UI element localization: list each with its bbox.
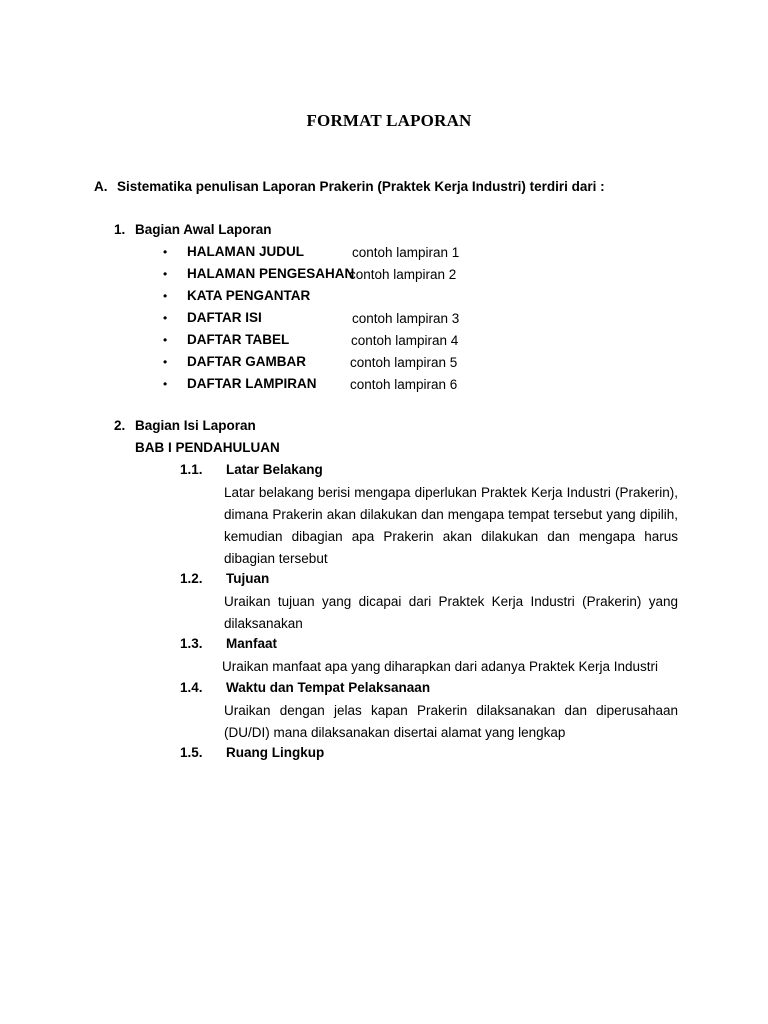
list-item-label: DAFTAR GAMBAR [187,354,306,369]
list-item-label: HALAMAN PENGESAHAN [187,266,355,281]
part2-heading: Bagian Isi Laporan [135,418,256,433]
list-item-note: contoh lampiran 2 [349,267,457,282]
list-item-note: contoh lampiran 1 [352,245,460,260]
subsection-title: Latar Belakang [226,462,323,477]
subsection-body: Uraikan tujuan yang dicapai dari Praktek Kerja Industri (Prakerin) yang dilaksanakan [224,594,678,631]
list-item-note: contoh lampiran 4 [351,333,459,348]
part2-marker: 2. [114,418,126,433]
section-a-marker: A. [94,179,108,194]
bullet-icon: • [163,355,168,369]
bullet-icon: • [163,267,168,281]
subsection-body: Uraikan dengan jelas kapan Prakerin dilaksanakan dan diperusahaan (DU/DI) mana dilaksanakan disertai alamat yang lengkap [224,703,678,740]
subsection-body: Latar belakang berisi mengapa diperlukan Praktek Kerja Industri (Prakerin), dimana Prakerin akan dilakukan dan mengapa tempat tersebut yang dipilih, kemudian dibagian apa Prakerin akan dilakukan dan mengapa harus dibagian tersebut [224,485,678,566]
list-item-note: contoh lampiran 3 [352,311,460,326]
list-item-label: KATA PENGANTAR [187,288,311,303]
subsection-title: Ruang Lingkup [226,745,325,760]
subsection-number: 1.3. [180,636,203,651]
bullet-icon: • [163,333,168,347]
subsection-number: 1.2. [180,571,203,586]
bullet-icon: • [163,245,168,259]
subsection-number: 1.1. [180,462,203,477]
subsection-body: Uraikan manfaat apa yang diharapkan dari adanya Praktek Kerja Industri [222,659,659,674]
page-title: FORMAT LAPORAN [306,111,472,130]
bullet-icon: • [163,289,168,303]
subsection-title: Manfaat [226,636,278,651]
bullet-icon: • [163,377,168,391]
list-item-note: contoh lampiran 6 [350,377,458,392]
section-a-heading: Sistematika penulisan Laporan Prakerin (Praktek Kerja Industri) terdiri dari : [117,179,605,194]
list-item-label: DAFTAR ISI [187,310,262,325]
subsection-title: Tujuan [226,571,270,586]
part1-marker: 1. [114,222,126,237]
subsection-number: 1.5. [180,745,203,760]
list-item-label: DAFTAR TABEL [187,332,290,347]
list-item-note: contoh lampiran 5 [350,355,458,370]
chapter-heading: BAB I PENDAHULUAN [135,440,280,455]
subsection-number: 1.4. [180,680,203,695]
list-item-label: DAFTAR LAMPIRAN [187,376,317,391]
bullet-icon: • [163,311,168,325]
subsection-title: Waktu dan Tempat Pelaksanaan [226,680,431,695]
part1-heading: Bagian Awal Laporan [135,222,272,237]
list-item-label: HALAMAN JUDUL [187,244,304,259]
